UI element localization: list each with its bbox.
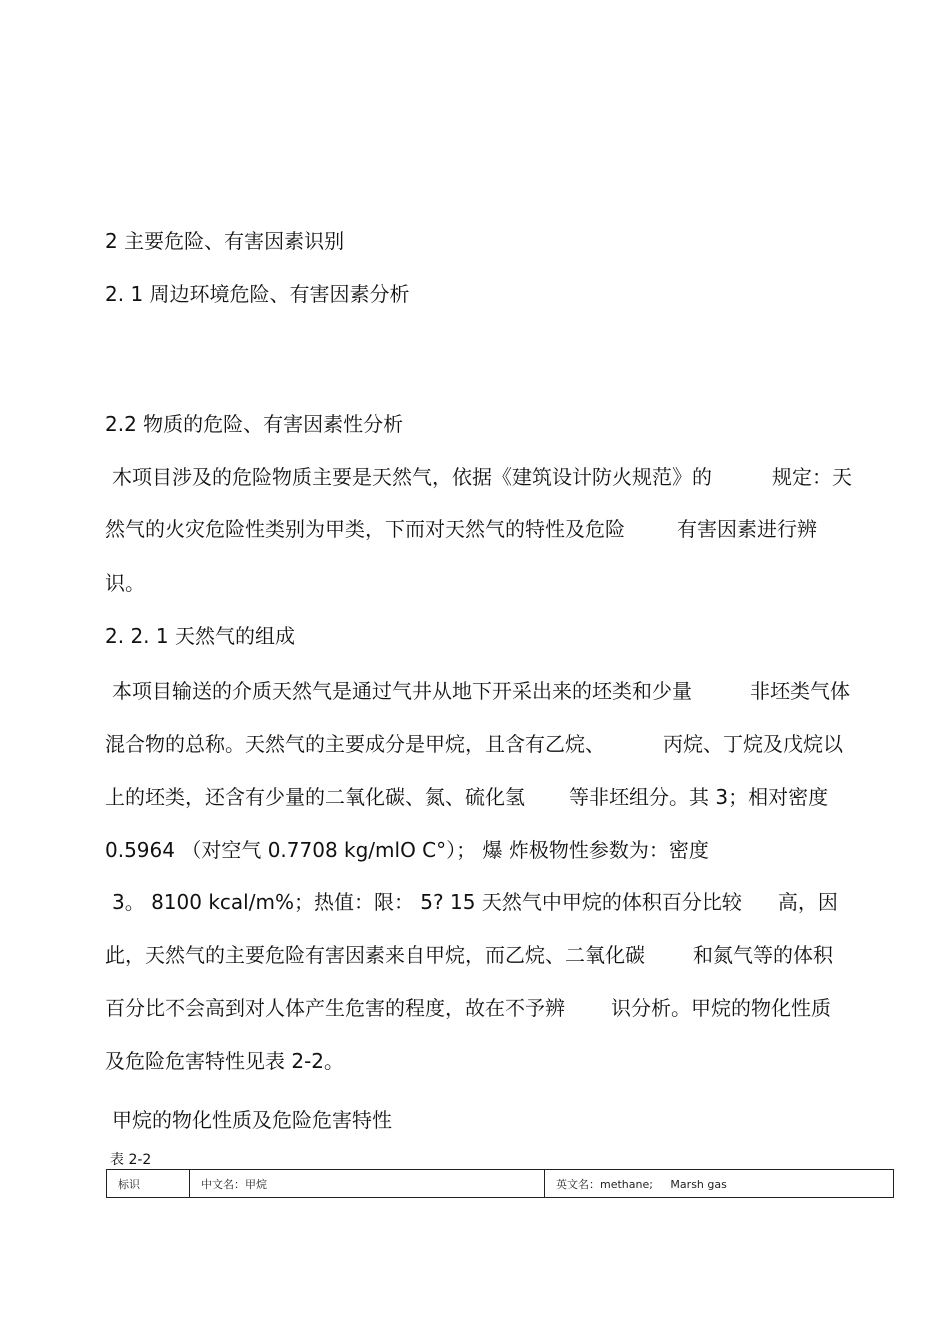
text-segment: 高，因: [777, 890, 838, 914]
section-2-heading: 2 主要危险、有害因素识别: [105, 229, 345, 253]
paragraph-line: [105, 995, 831, 1021]
text-segment: 非坯类气体: [750, 679, 850, 703]
text-segment: 混合物的总称。天然气的主要成分是甲烷，且含有乙烷、: [105, 732, 605, 756]
table-cell-english-name: 英文名：methane; Marsh gas: [545, 1170, 894, 1198]
paragraph-line: [105, 516, 817, 542]
text-segment: 木项目涉及的危险物质主要是天然气，依据《建筑设计防火规范》的: [112, 465, 712, 489]
paragraph-line: [105, 942, 833, 968]
text-segment: 丙烷、丁烷及戊烷以: [663, 732, 843, 756]
section-2-2-heading: 2.2 物质的危险、有害因素性分析: [105, 412, 404, 436]
text-segment: 然气的火灾危险性类别为甲类，下而对天然气的特性及危险: [105, 517, 625, 541]
text-segment: 本项目输送的介质天然气是通过气井从地下开采出来的坯类和少量: [112, 679, 692, 703]
text-segment: 3。 8100 kcal/m%；热值：限： 5? 15 天然气中甲烷的体积百分比较: [112, 890, 742, 914]
section-2-1-heading: 2. 1 周边环境危险、有害因素分析: [105, 282, 410, 306]
text-segment: 等非坯组分。其 3；相对密度: [569, 785, 829, 809]
text-segment: 识分析。甲烷的物化性质: [611, 996, 831, 1020]
paragraph-line: [112, 678, 850, 704]
section-2-2-1-heading: 2. 2. 1 天然气的组成: [105, 624, 295, 648]
text-segment: 百分比不会高到对人体产生危害的程度，故在不予辨: [105, 996, 565, 1020]
methane-properties-table: [106, 1169, 894, 1198]
table-row: [107, 1170, 894, 1198]
text-segment: 有害因素进行辨: [677, 517, 817, 541]
text-segment: 规定：天: [772, 465, 852, 489]
table-cell-label: 标识: [107, 1170, 190, 1198]
text-segment: 此，天然气的主要危险有害因素来自甲烷，而乙烷、二氧化碳: [105, 943, 645, 967]
paragraph-line: 及危险危害特性见表 2-2。: [105, 1049, 345, 1073]
paragraph-line: [105, 784, 828, 810]
paragraph-line: 0.5964 （对空气 0.7708 kg/mlO C°）； 爆 炸极物性参数为：密度: [105, 838, 709, 862]
paragraph-line: [105, 731, 843, 757]
paragraph-line: [112, 464, 852, 490]
text-segment: 和氮气等的体积: [693, 943, 833, 967]
table-cell-chinese-name: 中文名：甲烷: [190, 1170, 545, 1198]
table-caption: 表 2-2: [110, 1152, 152, 1168]
text-segment: 上的坯类，还含有少量的二氧化碳、氮、硫化氢: [105, 785, 525, 809]
table-title: 甲烷的物化性质及危险危害特性: [112, 1108, 392, 1132]
paragraph-line: [112, 889, 838, 915]
paragraph-line: 识。: [105, 571, 145, 595]
